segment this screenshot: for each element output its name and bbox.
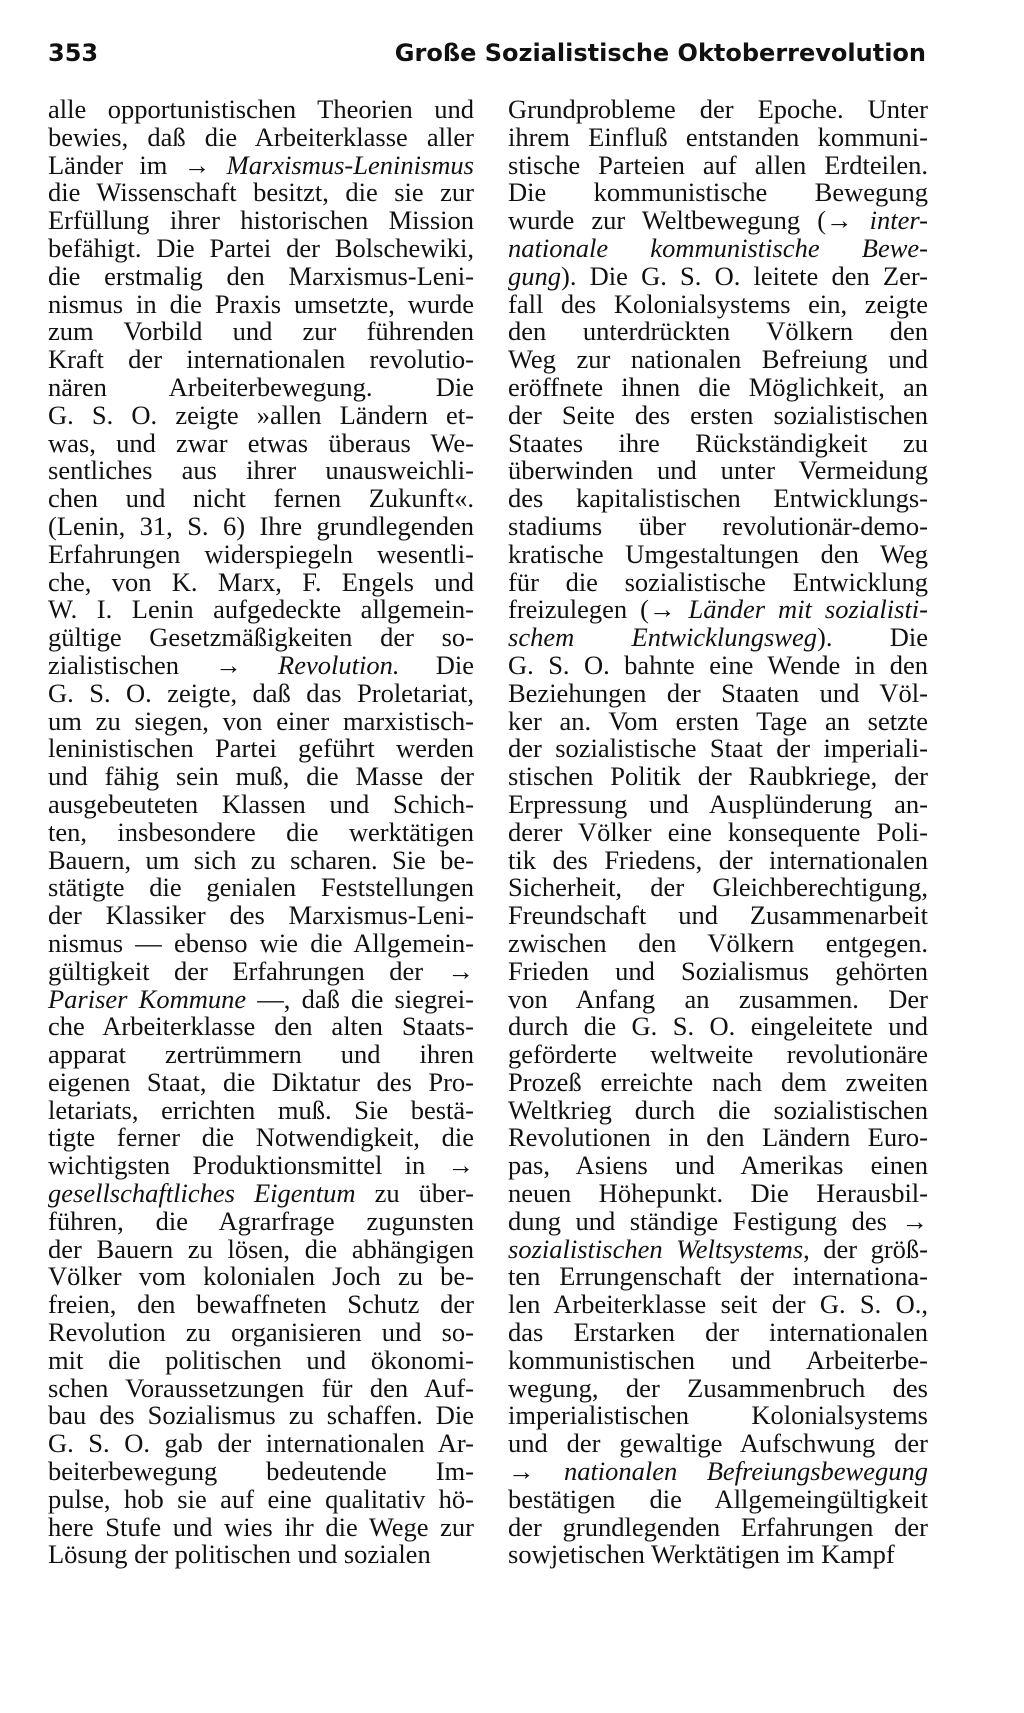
text-line: Lösung der politischen und sozialen — [48, 1539, 431, 1570]
text-line: zwischen den Völkern entgegen. — [508, 927, 928, 958]
text-line: che, von K. Marx, F. Engels und — [48, 566, 474, 597]
text-line: dung und ständige Festigung des → — [508, 1205, 928, 1236]
text-line: stische Parteien auf allen Erdteilen. — [508, 149, 928, 180]
text-line: ihrem Einfluß entstanden kommuni- — [508, 121, 928, 152]
text-line: len Arbeiterklasse seit der G. S. O., — [508, 1289, 928, 1320]
text-line: gung). Die G. S. O. leitete den Zer- — [508, 260, 928, 291]
text-line: G. S. O. bahnte eine Wende in den — [508, 649, 928, 680]
page-header — [48, 38, 926, 78]
text-line: freizulegen (→ Länder mit sozialisti- — [508, 594, 928, 625]
text-line: chen und nicht fernen Zukunft«. — [48, 483, 474, 514]
running-head-title: Große Sozialistische Oktoberrevolution — [394, 39, 926, 67]
text-line: nären Arbeiterbewegung. Die — [48, 371, 474, 402]
text-line: durch die G. S. O. eingeleitete und — [508, 1011, 928, 1042]
text-line: den unterdrückten Völkern den — [508, 316, 928, 347]
text-line: letariats, errichten muß. Sie bestä- — [48, 1094, 474, 1125]
text-line: → nationalen Befreiungsbewegung — [508, 1456, 928, 1487]
text-line: geförderte weltweite revolutionäre — [508, 1039, 928, 1070]
text-line: stätigte die genialen Feststellungen — [48, 872, 474, 903]
text-line: stadiums über revolutionär-demo- — [508, 510, 928, 541]
text-line: tigte ferner die Notwendigkeit, die — [48, 1122, 474, 1153]
text-line: wegung, der Zusammenbruch des — [508, 1372, 928, 1403]
text-line: pas, Asiens und Amerikas einen — [508, 1150, 928, 1181]
text-line: der Seite des ersten sozialistischen — [508, 399, 928, 430]
text-line: führen, die Agrarfrage zugunsten — [48, 1205, 474, 1236]
text-line: Erfahrungen widerspiegeln wesentli- — [48, 538, 474, 569]
text-line: Weltkrieg durch die sozialistischen — [508, 1094, 928, 1125]
text-line: die erstmalig den Marxismus-Leni- — [48, 260, 474, 291]
text-line: (Lenin, 31, S. 6) Ihre grundlegenden — [48, 510, 474, 541]
text-line: bau des Sozialismus zu schaffen. Die — [48, 1400, 474, 1431]
text-line: Bauern, um sich zu scharen. Sie be- — [48, 844, 474, 875]
text-line: neuen Höhepunkt. Die Herausbil- — [508, 1178, 928, 1209]
text-line: wichtigsten Produktionsmittel in → — [48, 1150, 474, 1181]
text-line: eigenen Staat, die Diktatur des Pro- — [48, 1066, 474, 1097]
text-line: Frieden und Sozialismus gehörten — [508, 955, 928, 986]
text-line: fall des Kolonialsystems ein, zeigte — [508, 288, 928, 319]
text-line: überwinden und unter Vermeidung — [508, 455, 928, 486]
text-line: bewies, daß die Arbeiterklasse aller — [48, 121, 474, 152]
text-line: gültige Gesetzmäßigkeiten der so- — [48, 622, 474, 653]
text-line: Länder im → Marxismus-Leninismus — [48, 149, 474, 180]
text-line: W. I. Lenin aufgedeckte allgemein- — [48, 594, 474, 625]
text-line: schem Entwicklungsweg). Die — [508, 622, 929, 653]
text-line: zialistischen → Revolution. Die — [48, 649, 474, 680]
text-line: nismus — ebenso wie die Allgemein- — [48, 927, 474, 958]
text-line: derer Völker eine konsequente Poli- — [508, 816, 928, 847]
text-line: das Erstarken der internationalen — [508, 1317, 928, 1348]
text-line: wurde zur Weltbewegung (→ inter- — [508, 205, 928, 236]
text-line: Erpressung und Ausplünderung an- — [508, 788, 928, 819]
text-line: zum Vorbild und zur führenden — [48, 316, 474, 347]
text-line: ten, insbesondere die werktätigen — [48, 816, 474, 847]
text-line: beiterbewegung bedeutende Im- — [48, 1456, 474, 1487]
text-line: von Anfang an zusammen. Der — [508, 983, 928, 1014]
text-line: Prozeß erreichte nach dem zweiten — [508, 1066, 928, 1097]
text-line: Die kommunistische Bewegung — [508, 177, 928, 208]
text-line: sentliches aus ihrer unausweichli- — [48, 455, 474, 486]
text-line: mit die politischen und ökonomi- — [48, 1344, 474, 1375]
text-line: der Klassiker des Marxismus-Leni- — [48, 900, 474, 931]
text-line: gültigkeit der Erfahrungen der → — [48, 955, 474, 986]
text-line: des kapitalistischen Entwicklungs- — [508, 483, 928, 514]
text-line: Kraft der internationalen revolutio- — [48, 344, 474, 375]
text-line: für die sozialistische Entwicklung — [508, 566, 928, 597]
text-line: here Stufe und wies ihr die Wege zur — [48, 1511, 474, 1542]
text-line: der sozialistische Staat der imperiali- — [508, 733, 928, 764]
text-line: Sicherheit, der Gleichberechtigung, — [508, 872, 928, 903]
text-line: Grundprobleme der Epoche. Unter — [508, 94, 928, 124]
text-line: Beziehungen der Staaten und Völ- — [508, 677, 928, 708]
text-line: alle opportunistischen Theorien und — [48, 94, 474, 124]
text-line: schen Voraussetzungen für den Auf- — [48, 1372, 474, 1403]
text-line: imperialistischen Kolonialsystems — [508, 1400, 928, 1431]
text-line: tik des Friedens, der internationalen — [508, 844, 928, 875]
text-line: apparat zertrümmern und ihren — [48, 1039, 474, 1070]
text-line: kratische Umgestaltungen den Weg — [508, 538, 928, 569]
text-line: gesellschaftliches Eigentum zu über- — [48, 1178, 474, 1209]
text-line: pulse, hob sie auf eine qualitativ hö- — [48, 1483, 474, 1514]
text-line: ausgebeuteten Klassen und Schich- — [48, 788, 474, 819]
text-line: sowjetischen Werktätigen im Kampf — [508, 1539, 895, 1570]
text-line: und der gewaltige Aufschwung der — [508, 1428, 928, 1459]
text-line: sozialistischen Weltsystems, der größ- — [508, 1233, 928, 1264]
text-line: der Bauern zu lösen, die abhängigen — [48, 1233, 474, 1264]
text-line: Völker vom kolonialen Joch zu be- — [48, 1261, 474, 1292]
right-text-column — [508, 96, 928, 1569]
left-text-column — [48, 96, 474, 1569]
text-line: ker an. Vom ersten Tage an setzte — [508, 705, 928, 736]
text-line: kommunistischen und Arbeiterbe- — [508, 1344, 928, 1375]
text-line: G. S. O. zeigte »allen Ländern et- — [48, 399, 474, 430]
text-line: G. S. O. zeigte, daß das Proletariat, — [48, 677, 474, 708]
text-line: che Arbeiterklasse den alten Staats- — [48, 1011, 474, 1042]
text-line: bestätigen die Allgemeingültigkeit — [508, 1483, 928, 1514]
text-line: eröffnete ihnen die Möglichkeit, an — [508, 371, 928, 402]
text-line: Staates ihre Rückständigkeit zu — [508, 427, 928, 458]
text-line: was, und zwar etwas überaus We- — [48, 427, 474, 458]
text-line: um zu siegen, von einer marxistisch- — [48, 705, 474, 736]
text-line: stischen Politik der Raubkriege, der — [508, 761, 928, 792]
text-line: nationale kommunistische Bewe- — [508, 232, 928, 263]
text-line: freien, den bewaffneten Schutz der — [48, 1289, 474, 1320]
text-line: Pariser Kommune —, daß die siegrei- — [48, 983, 474, 1014]
text-line: nismus in die Praxis umsetzte, wurde — [48, 288, 474, 319]
text-line: der grundlegenden Erfahrungen der — [508, 1511, 928, 1542]
text-line: Erfüllung ihrer historischen Mission — [48, 205, 474, 236]
text-line: Revolutionen in den Ländern Euro- — [508, 1122, 928, 1153]
text-line: die Wissenschaft besitzt, die sie zur — [48, 177, 474, 208]
text-line: G. S. O. gab der internationalen Ar- — [48, 1428, 474, 1459]
text-line: Weg zur nationalen Befreiung und — [508, 344, 928, 375]
text-line: ten Errungenschaft der internationa- — [508, 1261, 928, 1292]
text-line: leninistischen Partei geführt werden — [48, 733, 474, 764]
text-line: Revolution zu organisieren und so- — [48, 1317, 474, 1348]
page-number: 353 — [48, 39, 99, 67]
text-line: und fähig sein muß, die Masse der — [48, 761, 474, 792]
text-line: befähigt. Die Partei der Bolschewiki, — [48, 232, 474, 263]
text-line: Freundschaft und Zusammenarbeit — [508, 900, 928, 931]
